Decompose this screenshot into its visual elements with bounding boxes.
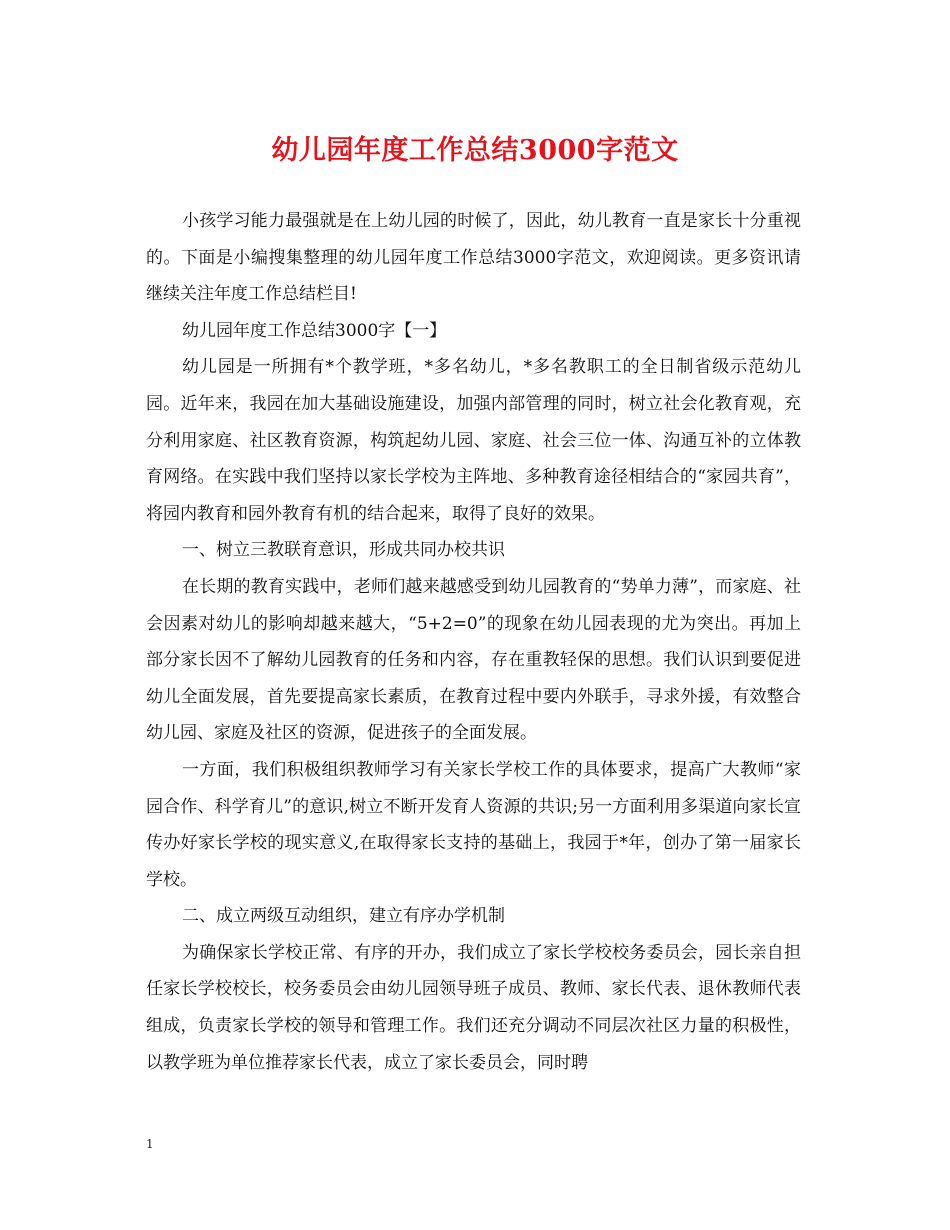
subheading-two: 二、成立两级互动组织，建立有序办学机制 xyxy=(182,906,505,927)
body-paragraph: 幼儿园是一所拥有*个教学班，*多名幼儿，*多名教职工的全日制省级示范幼儿园。近年来，我园在加大基础设施建设，加强内部管理的同时，树立社会化教育观，充分利用家庭、社区教育资源，构筑起幼儿园、家庭、社会三位一体、沟通互补的立体教育网络。在实践中我们坚持以家长学校为主阵地、多种教育途径相结合的“家园共育”，将园内教育和园外教育有机的结合起来，取得了良好的效果。 xyxy=(146,357,801,524)
body-paragraph: 为确保家长学校正常、有序的开办，我们成立了家长学校校务委员会，园长亲自担任家长学校校长，校务委员会由幼儿园领导班子成员、教师、家长代表、退休教师代表组成，负责家长学校的领导和管理工作。我们还充分调动不同层次社区力量的积极性，以教学班为单位推荐家长代表，成立了家长委员会，同时聘 xyxy=(146,942,801,1073)
section-heading-one: 幼儿园年度工作总结3000字【一】 xyxy=(182,320,447,341)
page-number: 1 xyxy=(146,1137,154,1151)
intro-paragraph: 小孩学习能力最强就是在上幼儿园的时候了，因此，幼儿教育一直是家长十分重视的。下面是小编搜集整理的幼儿园年度工作总结3000字范文，欢迎阅读。更多资讯请继续关注年度工作总结栏目! xyxy=(146,211,801,305)
document-body xyxy=(146,203,801,1081)
body-paragraph: 在长期的教育实践中，老师们越来越感受到幼儿园教育的“势单力薄”，而家庭、社会因素对幼儿的影响却越来越大，“5+2=0”的现象在幼儿园表现的尤为突出。再加上部分家长因不了解幼儿园教育的任务和内容，存在重教轻保的思想。我们认识到要促进幼儿全面发展，首先要提高家长素质，在教育过程中要内外联手，寻求外援，有效整合幼儿园、家庭及社区的资源，促进孩子的全面发展。 xyxy=(146,576,801,744)
body-paragraph: 一方面，我们积极组织教师学习有关家长学校工作的具体要求，提高广大教师“家园合作、科学育儿”的意识,树立不断开发育人资源的共识;另一方面利用多渠道向家长宣传办好家长学校的现实意义,在取得家长支持的基础上，我园于*年，创办了第一届家长学校。 xyxy=(146,759,801,890)
document-title: 幼儿园年度工作总结3000字范文 xyxy=(271,135,679,166)
subheading-one: 一、树立三教联育意识，形成共同办校共识 xyxy=(182,540,505,561)
